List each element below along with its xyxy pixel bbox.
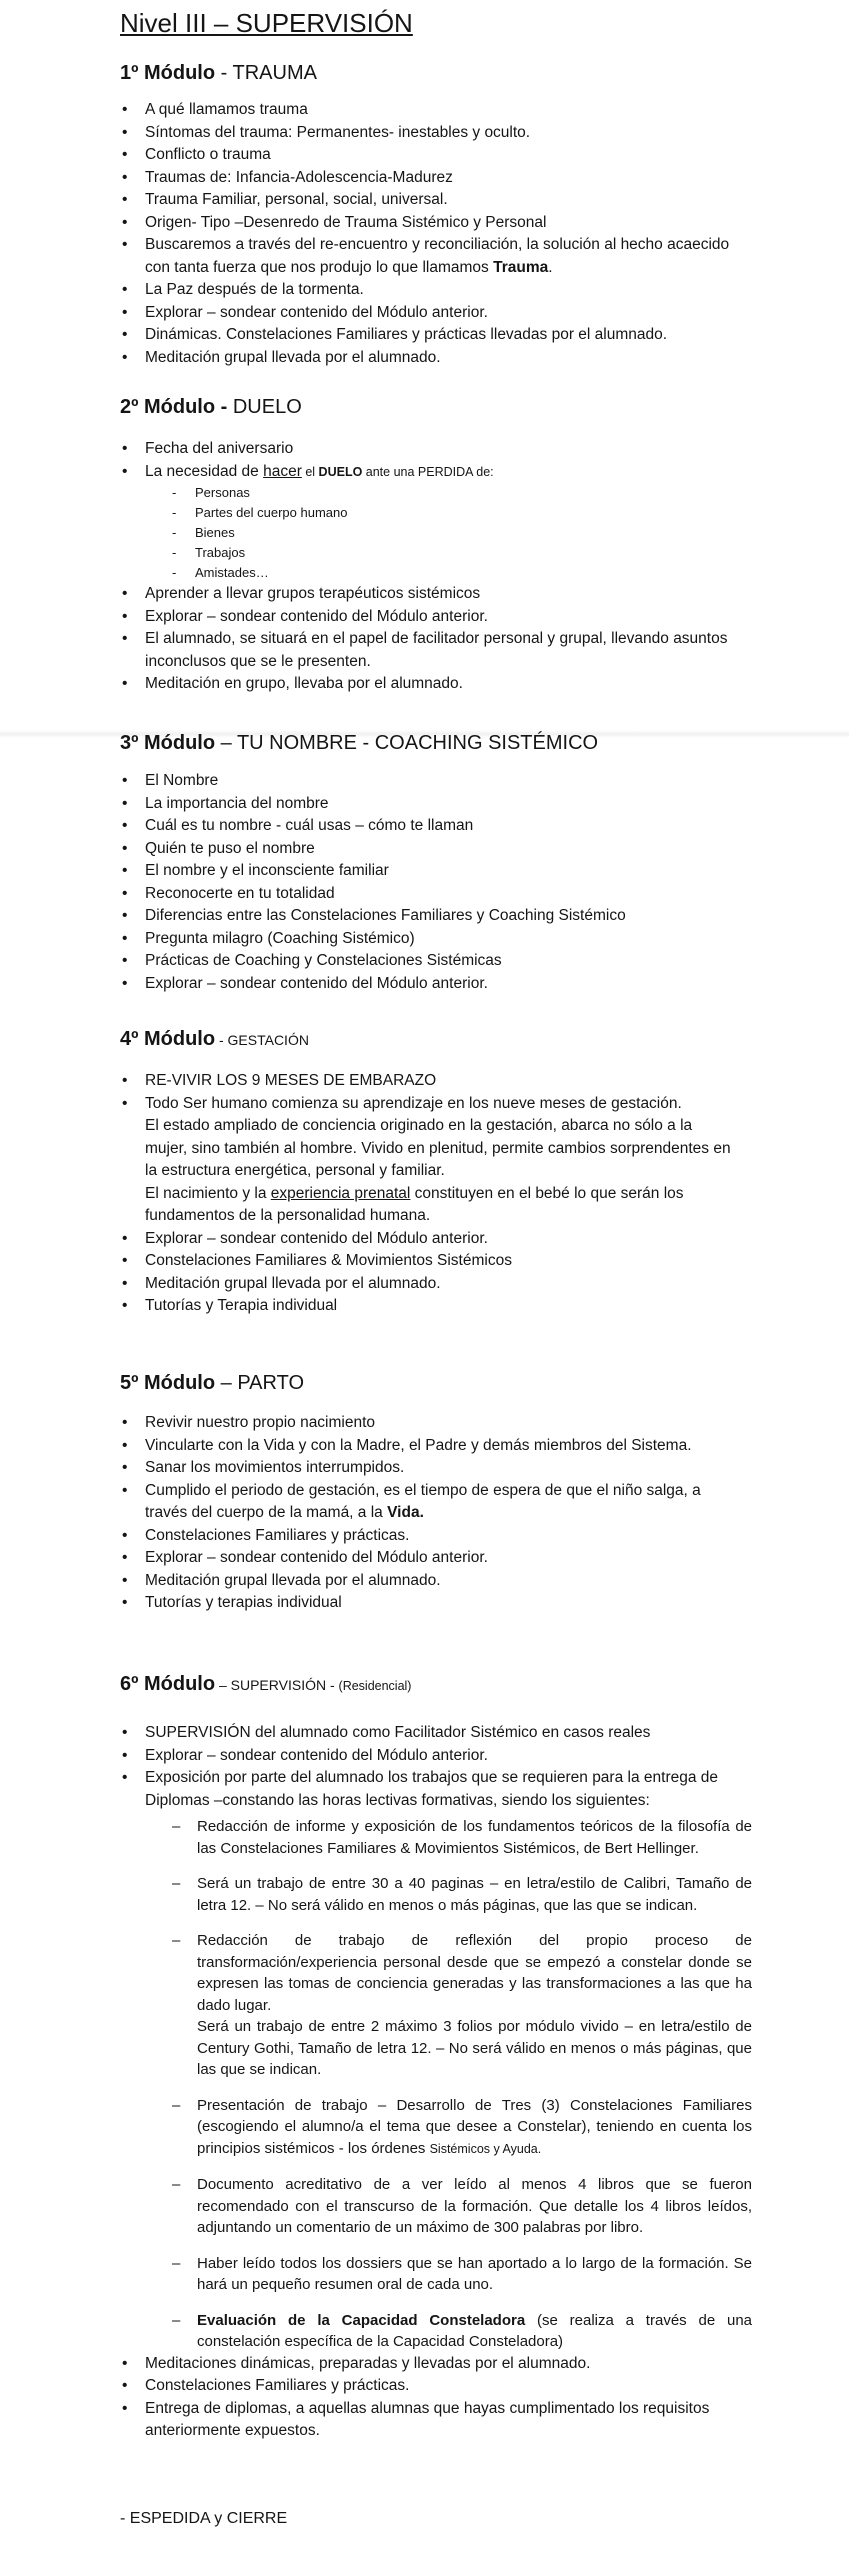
- list-item: • La necesidad de hacer el DUELO ante una PERDIDA de: - Personas - Partes del cuerpo humano - Bienes - Trabajos - Amistades…: [0, 461, 735, 584]
- module-3-heading: [120, 732, 598, 755]
- list-paragraph: El estado ampliado de conciencia originado en la gestación, abarca no sólo a la mujer, sino también al hombre. Vivido en plenitud, permite cambios sorprendentes en la estructura energética, personal y familiar.: [145, 1117, 731, 1179]
- module-1-list: [0, 99, 735, 369]
- sub-item: - Bienes: [145, 523, 735, 543]
- list-item: • Tutorías y terapias individual: [0, 1592, 735, 1615]
- sub-item: - Partes del cuerpo humano: [145, 503, 735, 523]
- module-1-name: TRAUMA: [232, 62, 317, 84]
- list-item: • Constelaciones Familiares & Movimientos Sistémicos: [0, 1250, 735, 1273]
- list-item: • Explorar – sondear contenido del Módulo anterior.: [0, 1228, 735, 1251]
- list-item: • Entrega de diplomas, a aquellas alumnas que hayas cumplimentado los requisitos anteriormente expuestos.: [0, 2398, 735, 2443]
- list-item: • La importancia del nombre: [0, 793, 735, 816]
- list-item: • Explorar – sondear contenido del Módulo anterior.: [0, 606, 735, 629]
- module-6-note: (Residencial): [338, 1679, 412, 1693]
- list-item: • Meditación en grupo, llevaba por el alumnado.: [0, 673, 735, 696]
- module-4-list: [0, 1070, 735, 1318]
- list-item: • El alumnado, se situará en el papel de facilitador personal y grupal, llevando asuntos inconclusos que se le presenten.: [0, 628, 735, 673]
- list-item: • Pregunta milagro (Coaching Sistémico): [0, 928, 735, 951]
- list-item: • Aprender a llevar grupos terapéuticos sistémicos: [0, 583, 735, 606]
- module-6-name: – SUPERVISIÓN -: [215, 1677, 339, 1693]
- list-item: • Dinámicas. Constelaciones Familiares y prácticas llevadas por el alumnado.: [0, 324, 735, 347]
- list-item: • Cuál es tu nombre - cuál usas – cómo te llaman: [0, 815, 735, 838]
- list-item: • Constelaciones Familiares y prácticas.: [0, 2375, 735, 2398]
- module-3-name: – TU NOMBRE - COACHING SISTÉMICO: [215, 732, 599, 754]
- list-item: • Explorar – sondear contenido del Módulo anterior.: [0, 302, 735, 325]
- module-6-requirements: [145, 1816, 752, 2353]
- list-item: • Quién te puso el nombre: [0, 838, 735, 861]
- module-1-heading: [120, 62, 317, 85]
- list-item: • RE-VIVIR LOS 9 MESES DE EMBARAZO: [0, 1070, 735, 1093]
- requirement-item: – Evaluación de la Capacidad Consteladora (se realiza a través de una constelación específica de la Capacidad Consteladora): [145, 2310, 752, 2353]
- sub-item: - Amistades…: [145, 563, 735, 583]
- list-item: • Vincularte con la Vida y con la Madre, el Padre y demás miembros del Sistema.: [0, 1435, 735, 1458]
- module-3-number: 3º Módulo: [120, 732, 216, 754]
- list-paragraph: El nacimiento y la experiencia prenatal constituyen en el bebé lo que serán los fundamentos de la personalidad humana.: [145, 1184, 684, 1224]
- module-2-heading: [120, 396, 302, 419]
- requirement-item: – Redacción de informe y exposición de los fundamentos teóricos de la filosofía de las Constelaciones Familiares & Movimientos Sistémicos, de Bert Hellinger.: [145, 1816, 752, 1859]
- module-4-separator: -: [215, 1032, 228, 1048]
- list-item: • Prácticas de Coaching y Constelaciones Sistémicas: [0, 950, 735, 973]
- list-item: • Síntomas del trauma: Permanentes- inestables y oculto.: [0, 122, 735, 145]
- requirement-item: – Redacción de trabajo de reflexión del propio proceso de transformación/experiencia personal desde que se empezó a constelar donde se expresen las tomas de conciencia generadas y las transformaciones a las que ha dado lugar. Será un trabajo de entre 2 máximo 3 folios por módulo vivido – en letra/estilo de Century Gothi, Tamaño de letra 12. – No será válido en menos o más páginas, que las que se indican.: [145, 1930, 752, 2081]
- list-item: • Tutorías y Terapia individual: [0, 1295, 735, 1318]
- list-item: • Explorar – sondear contenido del Módulo anterior.: [0, 1547, 735, 1570]
- module-1-number: 1º Módulo: [120, 62, 216, 84]
- list-item: • Conflicto o trauma: [0, 144, 735, 167]
- closing-line: - ESPEDIDA y CIERRE: [120, 2510, 288, 2527]
- list-item: • Exposición por parte del alumnado los trabajos que se requieren para la entrega de Diplomas –constando las horas lectivas formativas, siendo los siguientes: – Redacción de informe y exposición de los fundamentos teóricos de la filosofía de las Constelaciones Familiares & Movimientos Sistémicos, de Bert Hellinger. – Será un trabajo de entre 30 a 40 paginas – en letra/estilo de Calibri, Tamaño de letra 12. – No será válido en menos o más páginas, que las que se indican. – Redacción de trabajo de reflexión del propio proceso de transformación/experiencia personal desde que se empezó a constelar donde se expresen las tomas de conciencia generadas y las transformaciones a las que ha dado lugar. Será un trabajo de entre 2 máximo 3 folios por módulo vivido – en letra/estilo de Century Gothi, Tamaño de letra 12. – No será válido en menos o más páginas, que las que se indican. – Presentación de trabajo – Desarrollo de Tres (3) Constelaciones Familiares (escogiendo el alumno/a el tema que desee a Constelar), teniendo en cuenta los principios sistémicos - los órdenes Sistémicos y Ayuda. – Documento acreditativo de a ver leído al menos 4 libros que se fueron recomendado con el transcurso de la formación. Que detalle los 4 libros leídos, adjuntando un comentario de un máximo de 300 palabras por libro. – Haber leído todos los dossiers que se han aportado a lo largo de la formación. Se hará un pequeño resumen oral de cada uno. – Evaluación de la Capacidad Consteladora (se realiza a través de una constelación específica de la Capacidad Consteladora): [0, 1767, 735, 2353]
- list-item: • Reconocerte en tu totalidad: [0, 883, 735, 906]
- list-item: • Explorar – sondear contenido del Módulo anterior.: [0, 973, 735, 996]
- module-6-number: 6º Módulo: [120, 1673, 216, 1695]
- list-item: • Trauma Familiar, personal, social, universal.: [0, 189, 735, 212]
- page-title: Nivel III – SUPERVISIÓN: [120, 8, 413, 38]
- requirement-item: – Será un trabajo de entre 30 a 40 paginas – en letra/estilo de Calibri, Tamaño de letra 12. – No será válido en menos o más páginas, que las que se indican.: [145, 1873, 752, 1916]
- list-item: • Diferencias entre las Constelaciones Familiares y Coaching Sistémico: [0, 905, 735, 928]
- module-6-list: [0, 1722, 752, 2443]
- requirement-item: – Presentación de trabajo – Desarrollo de Tres (3) Constelaciones Familiares (escogiendo el alumno/a el tema que desee a Constelar), teniendo en cuenta los principios sistémicos - los órdenes Sistémicos y Ayuda.: [145, 2095, 752, 2161]
- list-item: • El Nombre: [0, 770, 735, 793]
- requirement-item: – Documento acreditativo de a ver leído al menos 4 libros que se fueron recomendado con el transcurso de la formación. Que detalle los 4 libros leídos, adjuntando un comentario de un máximo de 300 palabras por libro.: [145, 2174, 752, 2239]
- list-item: • SUPERVISIÓN del alumnado como Facilitador Sistémico en casos reales: [0, 1722, 735, 1745]
- module-6-heading: [120, 1673, 411, 1696]
- module-4-name: GESTACIÓN: [227, 1032, 309, 1048]
- requirement-item: – Haber leído todos los dossiers que se han aportado a lo largo de la formación. Se hará un pequeño resumen oral de cada uno.: [145, 2253, 752, 2296]
- module-1-separator: -: [215, 62, 233, 84]
- list-item: • Meditación grupal llevada por el alumnado.: [0, 1570, 735, 1593]
- module-4-number: 4º Módulo: [120, 1028, 216, 1050]
- list-item: • Meditación grupal llevada por el alumnado.: [0, 347, 735, 370]
- module-5-number: 5º Módulo: [120, 1372, 216, 1394]
- list-item: • Revivir nuestro propio nacimiento: [0, 1412, 735, 1435]
- sub-item: - Trabajos: [145, 543, 735, 563]
- list-item: • El nombre y el inconsciente familiar: [0, 860, 735, 883]
- module-2-sublist: [145, 483, 735, 583]
- list-item: • Todo Ser humano comienza su aprendizaje en los nueve meses de gestación.: [0, 1093, 735, 1116]
- list-item: • Origen- Tipo –Desenredo de Trauma Sistémico y Personal: [0, 212, 735, 235]
- list-item: • Buscaremos a través del re-encuentro y reconciliación, la solución al hecho acaecido con tanta fuerza que nos produjo lo que llamamos Trauma.: [0, 234, 735, 279]
- module-5-name: – PARTO: [215, 1372, 305, 1394]
- list-item: • Sanar los movimientos interrumpidos.: [0, 1457, 735, 1480]
- sub-item: - Personas: [145, 483, 735, 503]
- module-3-list: [0, 770, 735, 995]
- module-4-heading: [120, 1028, 309, 1051]
- module-2-name: DUELO: [227, 396, 302, 418]
- list-item: • Explorar – sondear contenido del Módulo anterior.: [0, 1745, 735, 1768]
- module-2-list: [0, 438, 735, 696]
- list-item: • Traumas de: Infancia-Adolescencia-Madurez: [0, 167, 735, 190]
- list-item: • Cumplido el periodo de gestación, es el tiempo de espera de que el niño salga, a través del cuerpo de la mamá, a la Vida.: [0, 1480, 735, 1525]
- list-item: • La Paz después de la tormenta.: [0, 279, 735, 302]
- list-item: • Meditaciones dinámicas, preparadas y llevadas por el alumnado.: [0, 2353, 735, 2376]
- module-5-list: [0, 1412, 735, 1615]
- list-item: • Constelaciones Familiares y prácticas.: [0, 1525, 735, 1548]
- module-2-number: 2º Módulo -: [120, 396, 228, 418]
- list-item: • A qué llamamos trauma: [0, 99, 735, 122]
- list-item: • Fecha del aniversario: [0, 438, 735, 461]
- list-item: • Meditación grupal llevada por el alumnado.: [0, 1273, 735, 1296]
- module-5-heading: [120, 1372, 304, 1395]
